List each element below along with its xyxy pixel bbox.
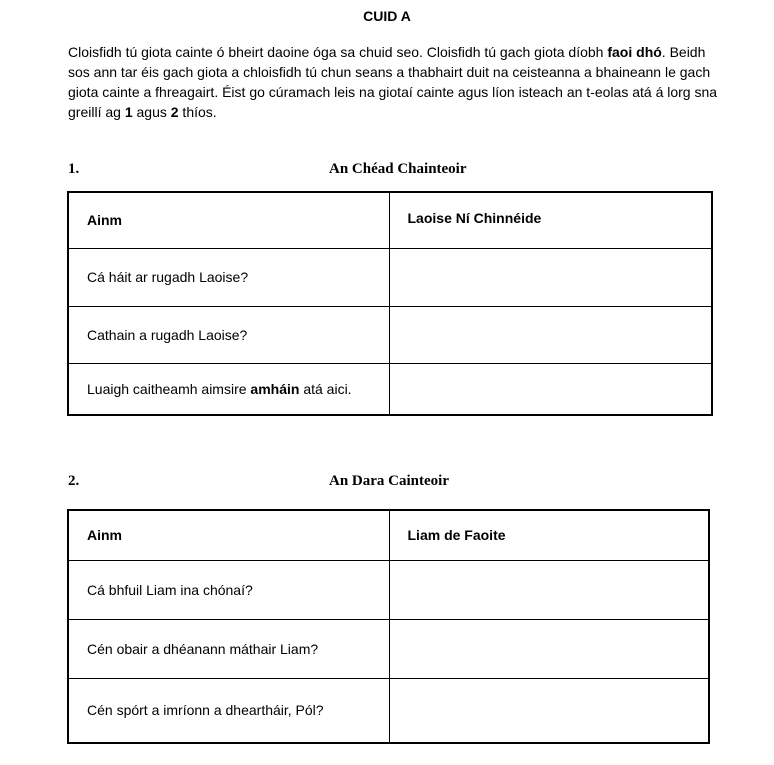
part2-answer-2[interactable]	[389, 619, 709, 678]
part1-name-value: Laoise Ní Chinnéide	[389, 192, 712, 248]
instructions-bold-3: 2	[170, 104, 179, 120]
part1-row-q1	[68, 248, 712, 306]
instructions-bold-1: faoi dhó	[607, 44, 662, 60]
part1-row-name	[68, 192, 712, 248]
part1-grid	[67, 191, 713, 416]
part2-question-3: Cén spórt a imríonn a dheartháir, Pól?	[68, 678, 389, 743]
part2-answer-3[interactable]	[389, 678, 709, 743]
instructions-bold-2: 1	[124, 104, 133, 120]
part2-grid	[67, 509, 710, 744]
part2-row-q2	[68, 619, 709, 678]
section-title: CUID A	[363, 8, 411, 24]
part1-name-label: Ainm	[68, 192, 389, 248]
part1-number: 1.	[68, 161, 80, 177]
part1-heading: An Chéad Chainteoir	[329, 161, 467, 177]
instructions-text-2: . Beidh sos ann tar éis gach giota a chloisfidh tú chun seans a thabhairt duit na ceisteanna a bhaineann le gach giota cainte a fhreagairt. Éist go cúramach leis na giotaí cainte agus líon isteach an t-eolas atá á lorg sna greillí ag	[68, 44, 718, 120]
instructions-text-3: agus	[132, 104, 171, 120]
part2-number: 2.	[68, 473, 80, 489]
part1-answer-2[interactable]	[389, 306, 712, 363]
part1-q3-pre: Luaigh caitheamh aimsire	[87, 380, 251, 397]
instructions-paragraph	[68, 42, 728, 122]
part1-q3-bold: amháin	[250, 380, 300, 397]
part1-question-1: Cá háit ar rugadh Laoise?	[68, 248, 389, 306]
part1-row-q3	[68, 363, 712, 415]
part2-heading: An Dara Cainteoir	[329, 473, 449, 489]
part2-question-2: Cén obair a dhéanann máthair Liam?	[68, 619, 389, 678]
instructions-text-1: Cloisfidh tú giota cainte ó bheirt daoine óga sa chuid seo. Cloisfidh tú gach giota díobh	[68, 44, 608, 60]
part1-answer-3[interactable]	[389, 363, 712, 415]
part2-name-value: Liam de Faoite	[389, 510, 709, 560]
part1-q3-post: atá aici.	[299, 380, 352, 397]
part2-name-label: Ainm	[68, 510, 389, 560]
part1-answer-1[interactable]	[389, 248, 712, 306]
part2-row-name	[68, 510, 709, 560]
part2-row-q3	[68, 678, 709, 743]
instructions-text-4: thíos.	[178, 104, 217, 120]
part1-question-3	[68, 363, 389, 415]
part2-question-1: Cá bhfuil Liam ina chónaí?	[68, 560, 389, 619]
part1-row-q2	[68, 306, 712, 363]
part2-answer-1[interactable]	[389, 560, 709, 619]
part1-question-2: Cathain a rugadh Laoise?	[68, 306, 389, 363]
part2-row-q1	[68, 560, 709, 619]
